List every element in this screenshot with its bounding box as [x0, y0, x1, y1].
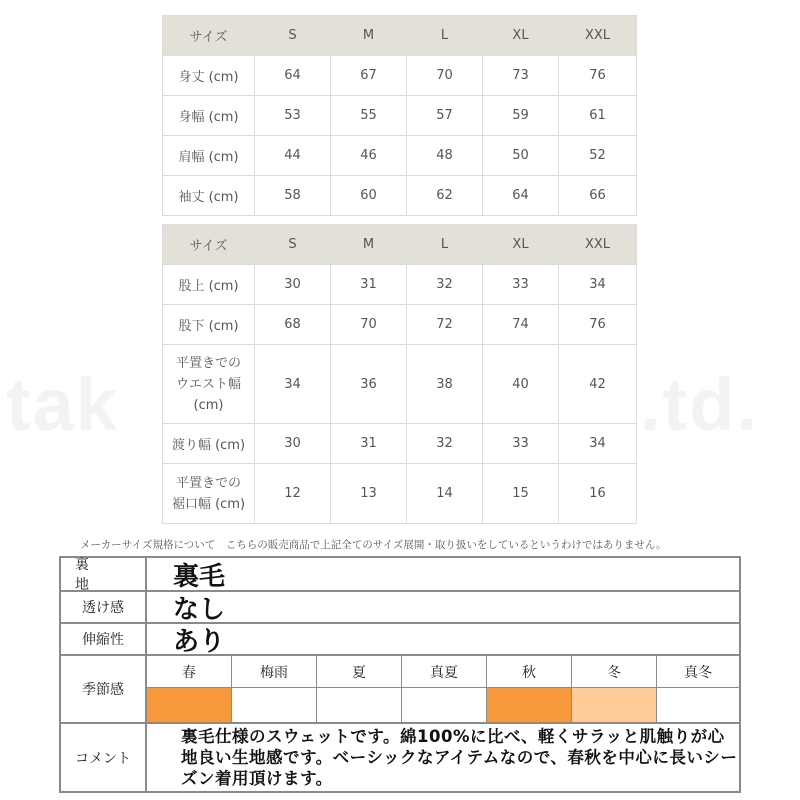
header-cell: サイズ — [163, 16, 255, 56]
season-name: 夏 — [317, 656, 402, 688]
row-label: 肩幅 (cm) — [163, 136, 255, 176]
comment-text: 裏毛仕様のスウェットです。綿100%に比べ、軽くサラッと肌触りが心地良い生地感です。ベーシックなアイテムなので、春秋を中心に長いシーズン着用頂けます。 — [181, 727, 738, 788]
row-label: 身幅 (cm) — [163, 96, 255, 136]
header-cell: S — [255, 225, 331, 265]
row-label-line: 平置きでの — [175, 355, 241, 371]
table-cell: 74 — [483, 305, 559, 345]
table-row — [163, 96, 637, 136]
spec-label: 季節感 — [61, 656, 147, 722]
table-cell: 33 — [483, 265, 559, 305]
table-cell: 15 — [483, 464, 559, 524]
watermark-right: .td. — [640, 363, 759, 446]
table-row — [163, 56, 637, 96]
table-header-row — [163, 225, 637, 265]
table-cell: 14 — [407, 464, 483, 524]
table-cell: 44 — [255, 136, 331, 176]
row-label-line: ウエスト幅 — [175, 376, 241, 392]
table-cell: 31 — [331, 424, 407, 464]
table-cell: 32 — [407, 424, 483, 464]
season-swatch — [147, 688, 232, 722]
table-cell: 64 — [255, 56, 331, 96]
season-name: 梅雨 — [232, 656, 317, 688]
header-cell: M — [331, 225, 407, 265]
spec-row-lining — [61, 558, 739, 592]
spec-table — [59, 556, 741, 793]
row-label-line: 裾口幅 (cm) — [171, 496, 246, 512]
spec-label: 裏 地 — [61, 558, 147, 590]
season-swatch — [232, 688, 317, 722]
table-cell: 67 — [331, 56, 407, 96]
table-cell: 38 — [407, 345, 483, 424]
table-row — [163, 265, 637, 305]
table-cell: 30 — [255, 424, 331, 464]
spec-row-season — [61, 656, 739, 724]
header-cell: L — [407, 225, 483, 265]
season-swatch — [402, 688, 487, 722]
row-label: 股上 (cm) — [163, 265, 255, 305]
table-cell: 55 — [331, 96, 407, 136]
spec-label: コメント — [61, 724, 147, 791]
table-cell: 31 — [331, 265, 407, 305]
table-header-row — [163, 16, 637, 56]
season-name: 秋 — [487, 656, 572, 688]
table-cell: 42 — [559, 345, 637, 424]
table-row — [163, 176, 637, 216]
table-cell: 12 — [255, 464, 331, 524]
row-label: 渡り幅 (cm) — [163, 424, 255, 464]
table-cell: 52 — [559, 136, 637, 176]
table-cell: 16 — [559, 464, 637, 524]
season-grid — [147, 656, 739, 722]
table-cell: 34 — [255, 345, 331, 424]
table-cell: 66 — [559, 176, 637, 216]
row-label: 袖丈 (cm) — [163, 176, 255, 216]
table-cell: 30 — [255, 265, 331, 305]
spec-value: なし — [173, 594, 226, 625]
table-cell: 46 — [331, 136, 407, 176]
season-swatch — [572, 688, 657, 722]
table-cell: 53 — [255, 96, 331, 136]
tops-size-table — [162, 15, 637, 216]
table-cell: 40 — [483, 345, 559, 424]
table-cell: 68 — [255, 305, 331, 345]
row-label-line: 平置きでの — [175, 475, 241, 491]
table-cell: 33 — [483, 424, 559, 464]
size-note: メーカーサイズ規格について こちらの販売商品で上記全てのサイズ展開・取り扱いをしているというわけではありません。 — [80, 539, 667, 551]
season-swatch — [317, 688, 402, 722]
season-name: 真冬 — [657, 656, 739, 688]
row-label: 股下 (cm) — [163, 305, 255, 345]
header-cell: XL — [483, 16, 559, 56]
table-row — [163, 305, 637, 345]
bottoms-size-table — [162, 224, 637, 524]
table-cell: 60 — [331, 176, 407, 216]
season-swatch — [657, 688, 739, 722]
table-cell: 48 — [407, 136, 483, 176]
table-cell: 70 — [407, 56, 483, 96]
table-cell: 57 — [407, 96, 483, 136]
table-cell: 72 — [407, 305, 483, 345]
spec-label: 透け感 — [61, 592, 147, 622]
header-cell: XL — [483, 225, 559, 265]
season-name: 春 — [147, 656, 232, 688]
table-cell: 61 — [559, 96, 637, 136]
row-label — [163, 464, 255, 524]
spec-row-comment — [61, 724, 739, 791]
header-cell: XXL — [559, 225, 637, 265]
table-cell: 76 — [559, 56, 637, 96]
header-cell: L — [407, 16, 483, 56]
table-cell: 76 — [559, 305, 637, 345]
spec-row-stretch — [61, 624, 739, 656]
row-label: 身丈 (cm) — [163, 56, 255, 96]
table-cell: 64 — [483, 176, 559, 216]
table-cell: 73 — [483, 56, 559, 96]
table-cell: 13 — [331, 464, 407, 524]
table-cell: 58 — [255, 176, 331, 216]
spec-row-sheer — [61, 592, 739, 624]
table-cell: 32 — [407, 265, 483, 305]
season-name: 真夏 — [402, 656, 487, 688]
table-cell: 70 — [331, 305, 407, 345]
table-row — [163, 136, 637, 176]
header-cell: M — [331, 16, 407, 56]
header-cell: XXL — [559, 16, 637, 56]
table-cell: 36 — [331, 345, 407, 424]
table-row — [163, 424, 637, 464]
watermark-left: tak — [6, 363, 119, 446]
table-cell: 34 — [559, 265, 637, 305]
header-cell: S — [255, 16, 331, 56]
row-label — [163, 345, 255, 424]
season-swatch — [487, 688, 572, 722]
header-cell: サイズ — [163, 225, 255, 265]
table-cell: 34 — [559, 424, 637, 464]
spec-value: あり — [173, 626, 226, 657]
spec-value: 裏毛 — [173, 561, 226, 592]
table-cell: 62 — [407, 176, 483, 216]
table-row — [163, 464, 637, 524]
spec-label: 伸縮性 — [61, 624, 147, 654]
row-label-line: (cm) — [193, 397, 224, 413]
table-row — [163, 345, 637, 424]
season-name: 冬 — [572, 656, 657, 688]
table-cell: 59 — [483, 96, 559, 136]
table-cell: 50 — [483, 136, 559, 176]
